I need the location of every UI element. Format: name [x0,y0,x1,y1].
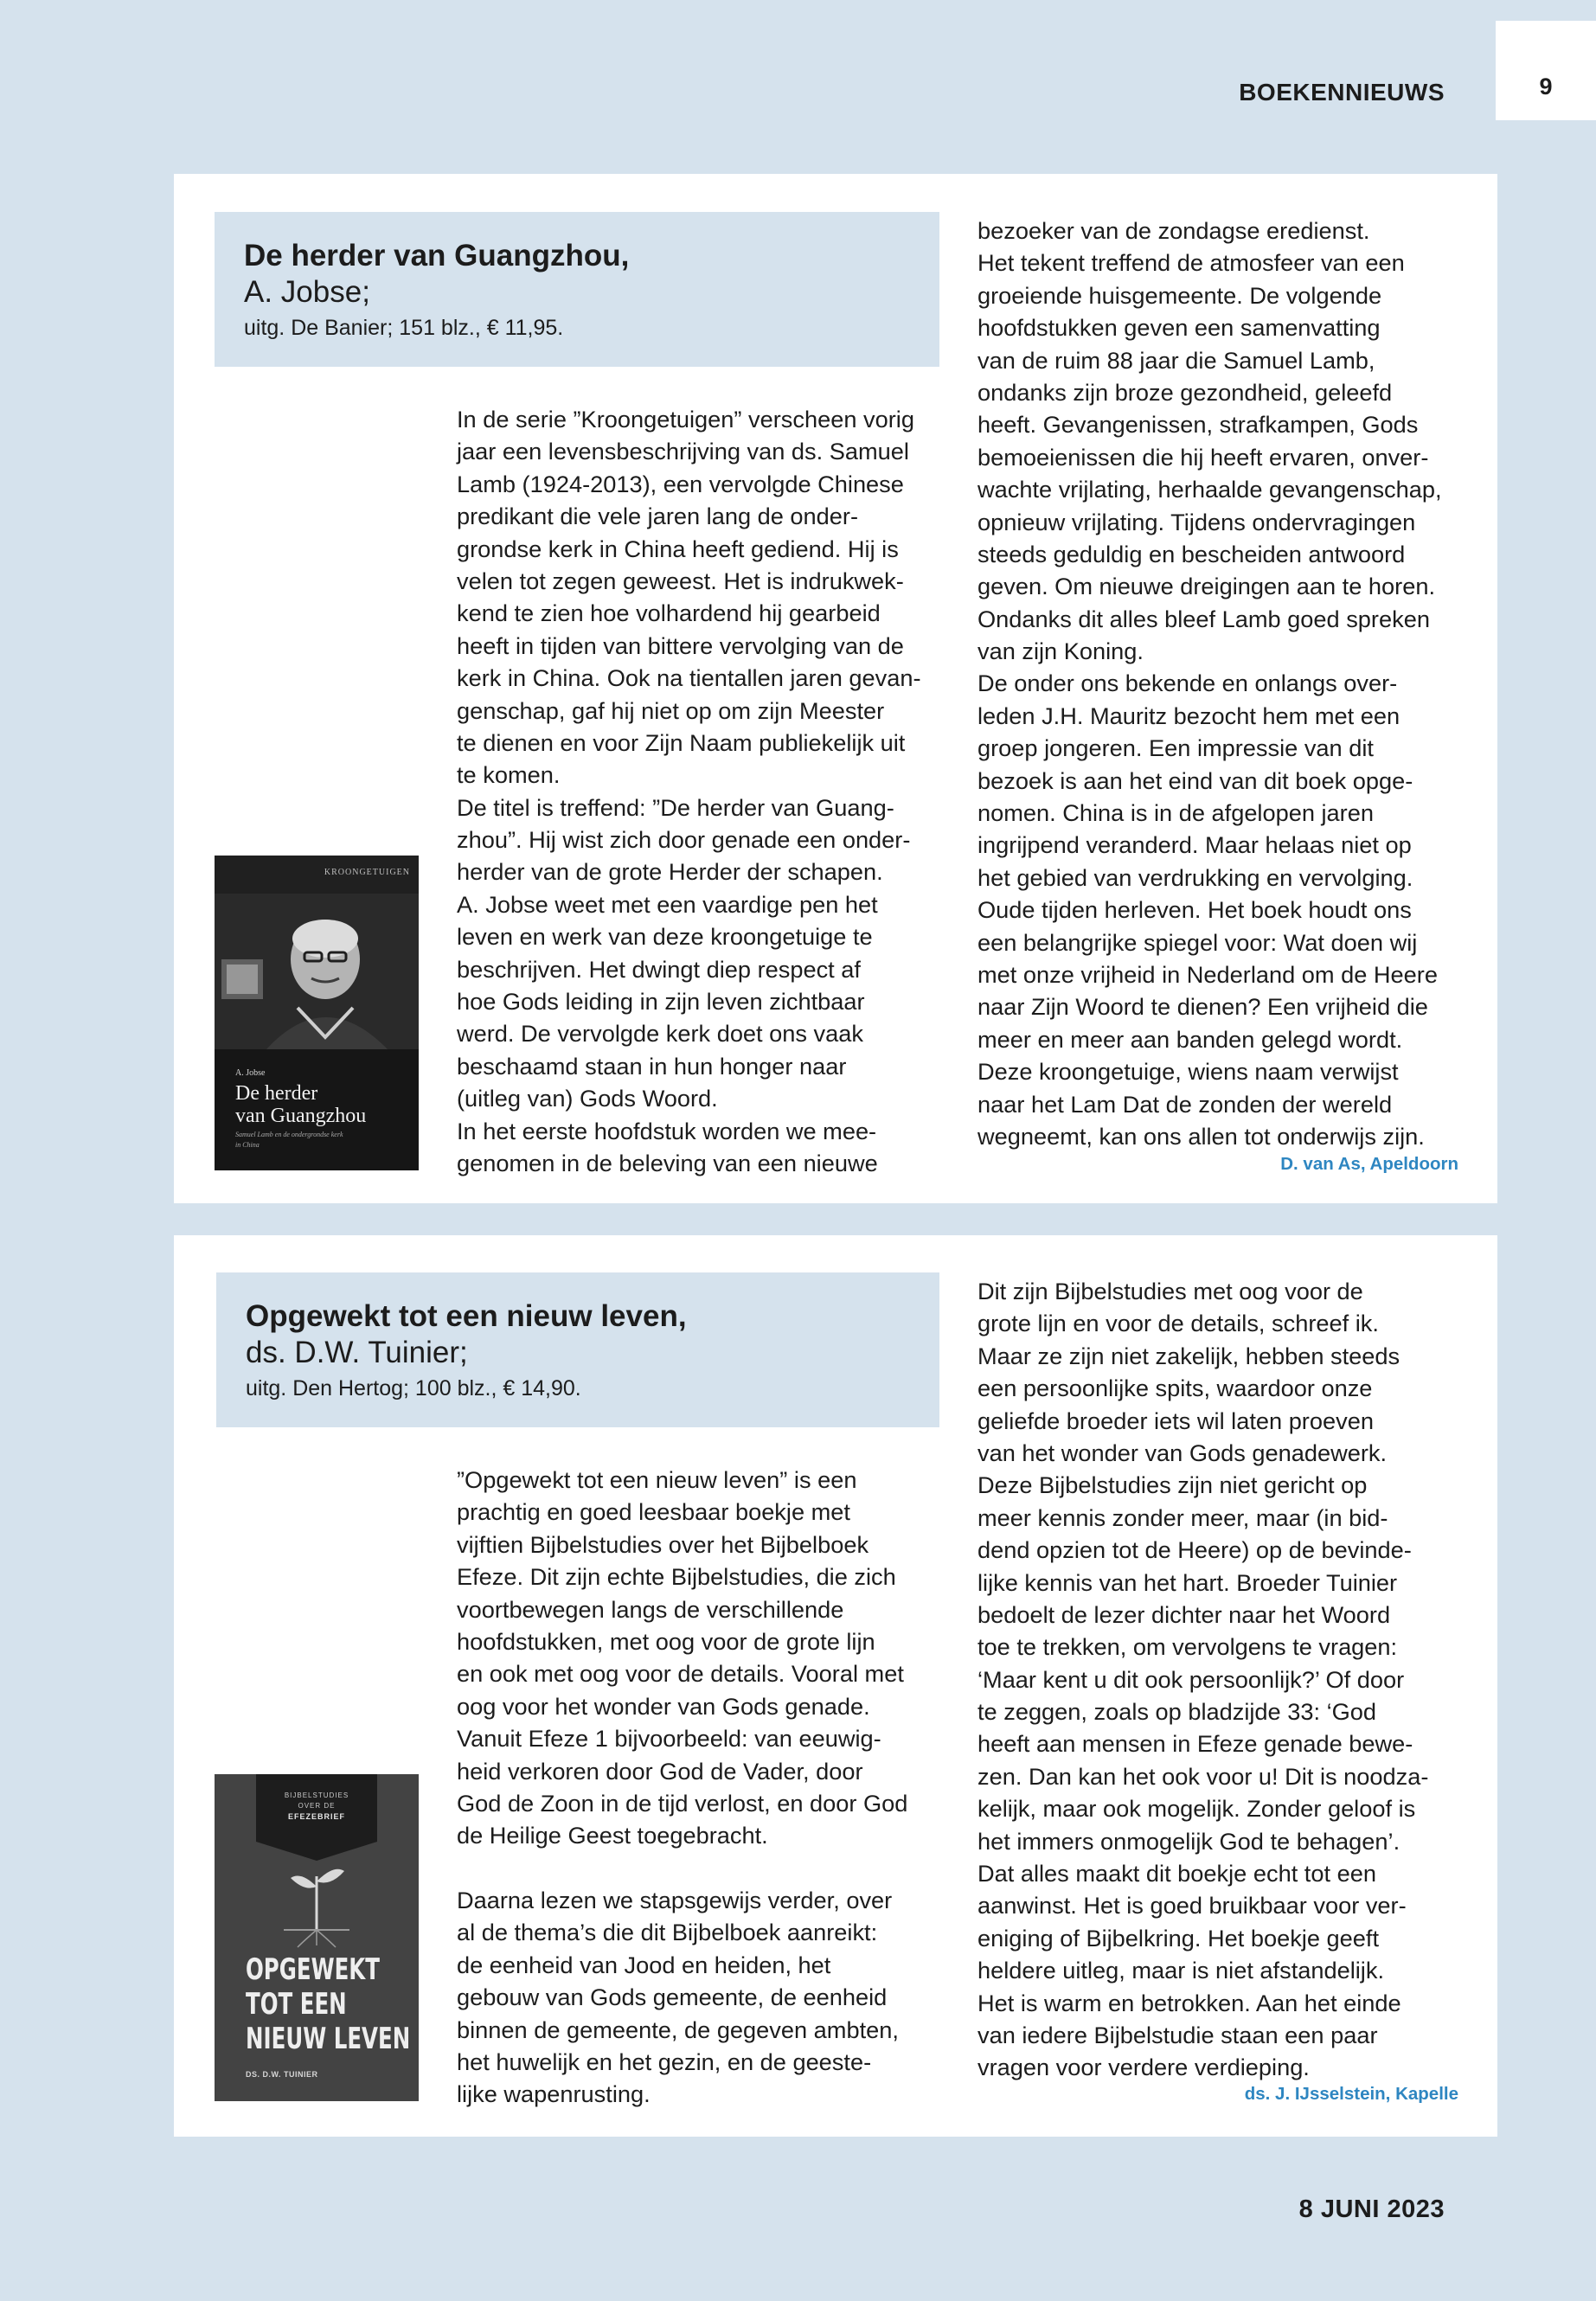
review-card-2 [174,1235,1497,2137]
text-line: hoe Gods leiding in zijn leven zichtbaar [457,988,865,1016]
text-line: een persoonlijke spits, waardoor onze [977,1375,1373,1402]
text-line: binnen de gemeente, de gegeven ambten, [457,2016,899,2043]
review-1-reviewer: D. van As, Apeldoorn [1280,1154,1458,1174]
text-line: predikant die vele jaren lang de onder- [457,503,859,530]
review-2-title: Opgewekt tot een nieuw leven, [246,1299,687,1333]
text-line: van iedere Bijbelstudie staan een paar [977,2021,1378,2048]
text-line: van de ruim 88 jaar die Samuel Lamb, [977,346,1375,374]
review-1-text-right [977,215,1442,1152]
text-line: Het is warm en betrokken. Aan het einde [977,1989,1401,2016]
text-line: steeds geduldig en bescheiden antwoord [977,540,1406,567]
text-line: toe te trekken, om vervolgens te vragen: [977,1633,1398,1661]
text-line: groep jongeren. Een impressie van dit [977,734,1374,762]
text-line: velen tot zegen geweest. Het is indrukwek- [457,567,904,594]
text-line: grote lijn en voor de details, schreef ik. [977,1310,1379,1337]
text-line: leven en werk van deze kroongetuige te [457,923,873,951]
text-line: heeft. Gevangenissen, strafkampen, Gods [977,411,1419,439]
text-line: lijke kennis van het hart. Broeder Tuinier [977,1568,1398,1596]
text-line: bemoeienissen die hij heeft ervaren, onver- [977,443,1429,471]
text-line: voortbewegen langs de verschillende [457,1595,844,1623]
text-line: heid verkoren door God de Vader, door [457,1757,863,1785]
text-line: de eenheid van Jood en heiden, het [457,1951,831,1978]
text-line: naar het Lam Dat de zonden der wereld [977,1090,1393,1118]
text-line: nomen. China is in de afgelopen jaren [977,799,1374,827]
text-line: van het wonder van Gods genadewerk. [977,1439,1388,1466]
text-line: wachte vrijlating, herhaalde gevangenschap, [977,476,1442,503]
text-line: Maar ze zijn niet zakelijk, hebben steeds [977,1342,1401,1369]
review-2-text-right [977,1275,1428,2084]
text-line: beschaamd staan in hun honger naar [457,1052,847,1080]
cover-series: KROONGETUIGEN [324,868,410,877]
text-line: eniging of Bijbelkring. Het boekje geeft [977,1924,1379,1952]
text-line: naar Zijn Woord te dienen? Een vrijheid die [977,993,1428,1021]
text-line: met onze vrijheid in Nederland om de Heere [977,960,1438,988]
text-line: het huwelijk en het gezin, en de geeste- [457,2048,872,2076]
text-line: al de thema’s die dit Bijbelboek aanreikt: [457,1919,878,1946]
text-line: wegneemt, kan ons allen tot onderwijs zijn. [977,1122,1425,1150]
text-line: de Heilige Geest toegebracht. [457,1822,768,1849]
text-line: heeft aan mensen in Efeze genade bewe- [977,1730,1413,1758]
text-line: van zijn Koning. [977,638,1144,665]
cover-badge-line-1: BIJBELSTUDIES [284,1791,349,1799]
review-2-title-box [216,1272,939,1427]
cover-author: A. Jobse [235,1068,266,1078]
text-line: Daarna lezen we stapsgewijs verder, over [457,1887,893,1914]
text-line: Lamb (1924-2013), een vervolgde Chinese [457,470,904,497]
text-line: Efeze. Dit zijn echte Bijbelstudies, die zich [457,1563,896,1591]
text-line: De onder ons bekende en onlangs over- [977,670,1398,697]
text-line: jaar een levensbeschrijving van ds. Samuel [457,438,909,465]
text-line: meer en meer aan banden gelegd wordt. [977,1025,1403,1053]
cover-subtitle-line-2: in China [235,1141,260,1149]
review-1-title-box [215,212,939,367]
text-line: genschap, gaf hij niet op om zijn Meester [457,696,885,724]
text-line: ingrijpend veranderd. Maar helaas niet op [977,831,1412,859]
text-line: opnieuw vrijlating. Tijdens ondervragingen [977,508,1416,535]
text-line: De titel is treffend: ”De herder van Guang- [457,793,894,821]
text-line: werd. De vervolgde kerk doet ons vaak [457,1020,863,1048]
text-line: vragen voor verdere verdieping. [977,2054,1310,2081]
text-line: zen. Dan kan het ook voor u! Dit is noodza- [977,1762,1429,1790]
text-line: prachtig en goed leesbaar boekje met [457,1498,850,1526]
cover-author: DS. D.W. TUINIER [246,2070,318,2079]
review-1-text-left [457,403,921,1179]
text-line: ondanks zijn broze gezondheid, geleefd [977,378,1393,406]
text-line: vijftien Bijbelstudies over het Bijbelboek [457,1530,869,1558]
text-line: lijke wapenrusting. [457,2080,651,2108]
text-line: Ondanks dit alles bleef Lamb goed spreken [977,605,1430,632]
text-line: het immers onmogelijk God te behagen’. [977,1827,1401,1855]
review-card-1 [174,174,1497,1203]
text-line: Dat alles maakt dit boekje echt tot een [977,1860,1376,1888]
cover-title-line-2: TOT EEN [246,1987,347,2022]
page-number-box [1496,21,1596,120]
text-line: leden J.H. Mauritz bezocht hem met een [977,702,1401,729]
text-line: herder van de grote Herder der schapen. [457,858,883,886]
text-line: bezoeker van de zondagse eredienst. [977,217,1370,244]
text-line: (uitleg van) Gods Woord. [457,1085,718,1112]
text-line: het gebied van verdrukking en vervolging. [977,863,1413,891]
text-line: Deze Bijbelstudies zijn niet gericht op [977,1471,1368,1499]
text-line: Het tekent treffend de atmosfeer van een [977,249,1405,277]
text-line: geven. Om nieuwe dreigingen aan te horen. [977,573,1436,600]
text-line: kelijk, maar ook mogelijk. Zonder geloof is [977,1795,1416,1823]
text-line: oog voor het wonder van Gods genade. [457,1692,870,1720]
text-line: een belangrijke spiegel voor: Wat doen wij [977,928,1418,956]
text-line: kend te zien hoe volhardend hij gearbeid [457,599,881,627]
text-line: hoofdstukken, met oog voor de grote lijn [457,1627,875,1655]
text-line: In het eerste hoofdstuk worden we mee- [457,1117,877,1144]
cover-badge-line-3: EFEZEBRIEF [287,1812,345,1821]
text-line: meer kennis zonder meer, maar (in bid- [977,1503,1388,1531]
review-2-text-left [457,1464,907,2111]
issue-date: 8 JUNI 2023 [1298,2195,1445,2223]
section-label: BOEKENNIEUWS [1239,79,1445,106]
text-line: zhou”. Hij wist zich door genade een onder- [457,826,911,854]
cover-title-line-2: van Guangzhou [235,1105,367,1127]
text-line: Vanuit Efeze 1 bijvoorbeeld: van eeuwig- [457,1725,881,1753]
text-line: In de serie ”Kroongetuigen” verscheen vorig [457,406,914,433]
text-line: bedoelt de lezer dichter naar het Woord [977,1600,1391,1628]
text-line: grondse kerk in China heeft gediend. Hij is [457,535,899,562]
text-line: te zeggen, zoals op bladzijde 33: ‘God [977,1698,1376,1726]
text-line: heldere uitleg, maar is niet afstandelijk. [977,1957,1384,1984]
text-line: beschrijven. Het dwingt diep respect af [457,955,861,983]
text-line: Deze kroongetuige, wiens naam verwijst [977,1058,1399,1086]
text-line: en ook met oog voor de details. Vooral met [457,1660,904,1688]
text-line: hoofdstukken geven een samenvatting [977,314,1381,342]
text-line: God de Zoon in de tijd verlost, en door God [457,1789,908,1817]
review-2-author: ds. D.W. Tuinier; [246,1336,468,1369]
text-line: heeft in tijden van bittere vervolging van de [457,631,904,659]
text-line: genomen in de beleving van een nieuwe [457,1149,878,1176]
review-2-reviewer: ds. J. IJsselstein, Kapelle [1244,2084,1458,2104]
review-1-title: De herder van Guangzhou, [244,239,630,272]
text-line: te komen. [457,761,561,789]
text-line: gebouw van Gods gemeente, de eenheid [457,1984,888,2011]
text-line: Dit zijn Bijbelstudies met oog voor de [977,1278,1363,1304]
review-1-publication: uitg. De Banier; 151 blz., € 11,95. [244,316,564,340]
text-line: aanwinst. Het is goed bruikbaar voor ver- [977,1892,1407,1920]
cover-title-line-1: De herder [235,1082,318,1105]
text-line: ”Opgewekt tot een nieuw leven” is een [457,1466,857,1493]
text-line: A. Jobse weet met een vaardige pen het [457,890,878,918]
review-2-book-cover [215,1774,419,2101]
text-line [457,1852,907,1884]
text-line: kerk in China. Ook na tientallen jaren gevan- [457,664,921,692]
cover-title-line-3: NIEUW LEVEN [246,2022,411,2056]
text-line: Oude tijden herleven. Het boek houdt ons [977,896,1412,924]
text-line: groeiende huisgemeente. De volgende [977,281,1382,309]
text-line: geliefde broeder iets wil laten proeven [977,1407,1374,1434]
cover-badge-line-2: OVER DE [298,1802,336,1810]
review-2-publication: uitg. Den Hertog; 100 blz., € 14,90. [246,1376,581,1400]
cover-subtitle-line-1: Samuel Lamb en de ondergrondse kerk [235,1131,343,1138]
text-line: dend opzien tot de Heere) op de bevinde- [977,1536,1412,1564]
review-1-author: A. Jobse; [244,275,370,309]
page-number: 9 [1539,74,1553,99]
text-line: bezoek is aan het eind van dit boek opge- [977,766,1413,794]
cover-title-line-1: OPGEWEKT [246,1952,380,1987]
text-line: ‘Maar kent u dit ook persoonlijk?’ Of door [977,1665,1405,1693]
review-1-book-cover [215,856,419,1170]
text-line: te dienen en voor Zijn Naam publiekelijk uit [457,728,906,756]
